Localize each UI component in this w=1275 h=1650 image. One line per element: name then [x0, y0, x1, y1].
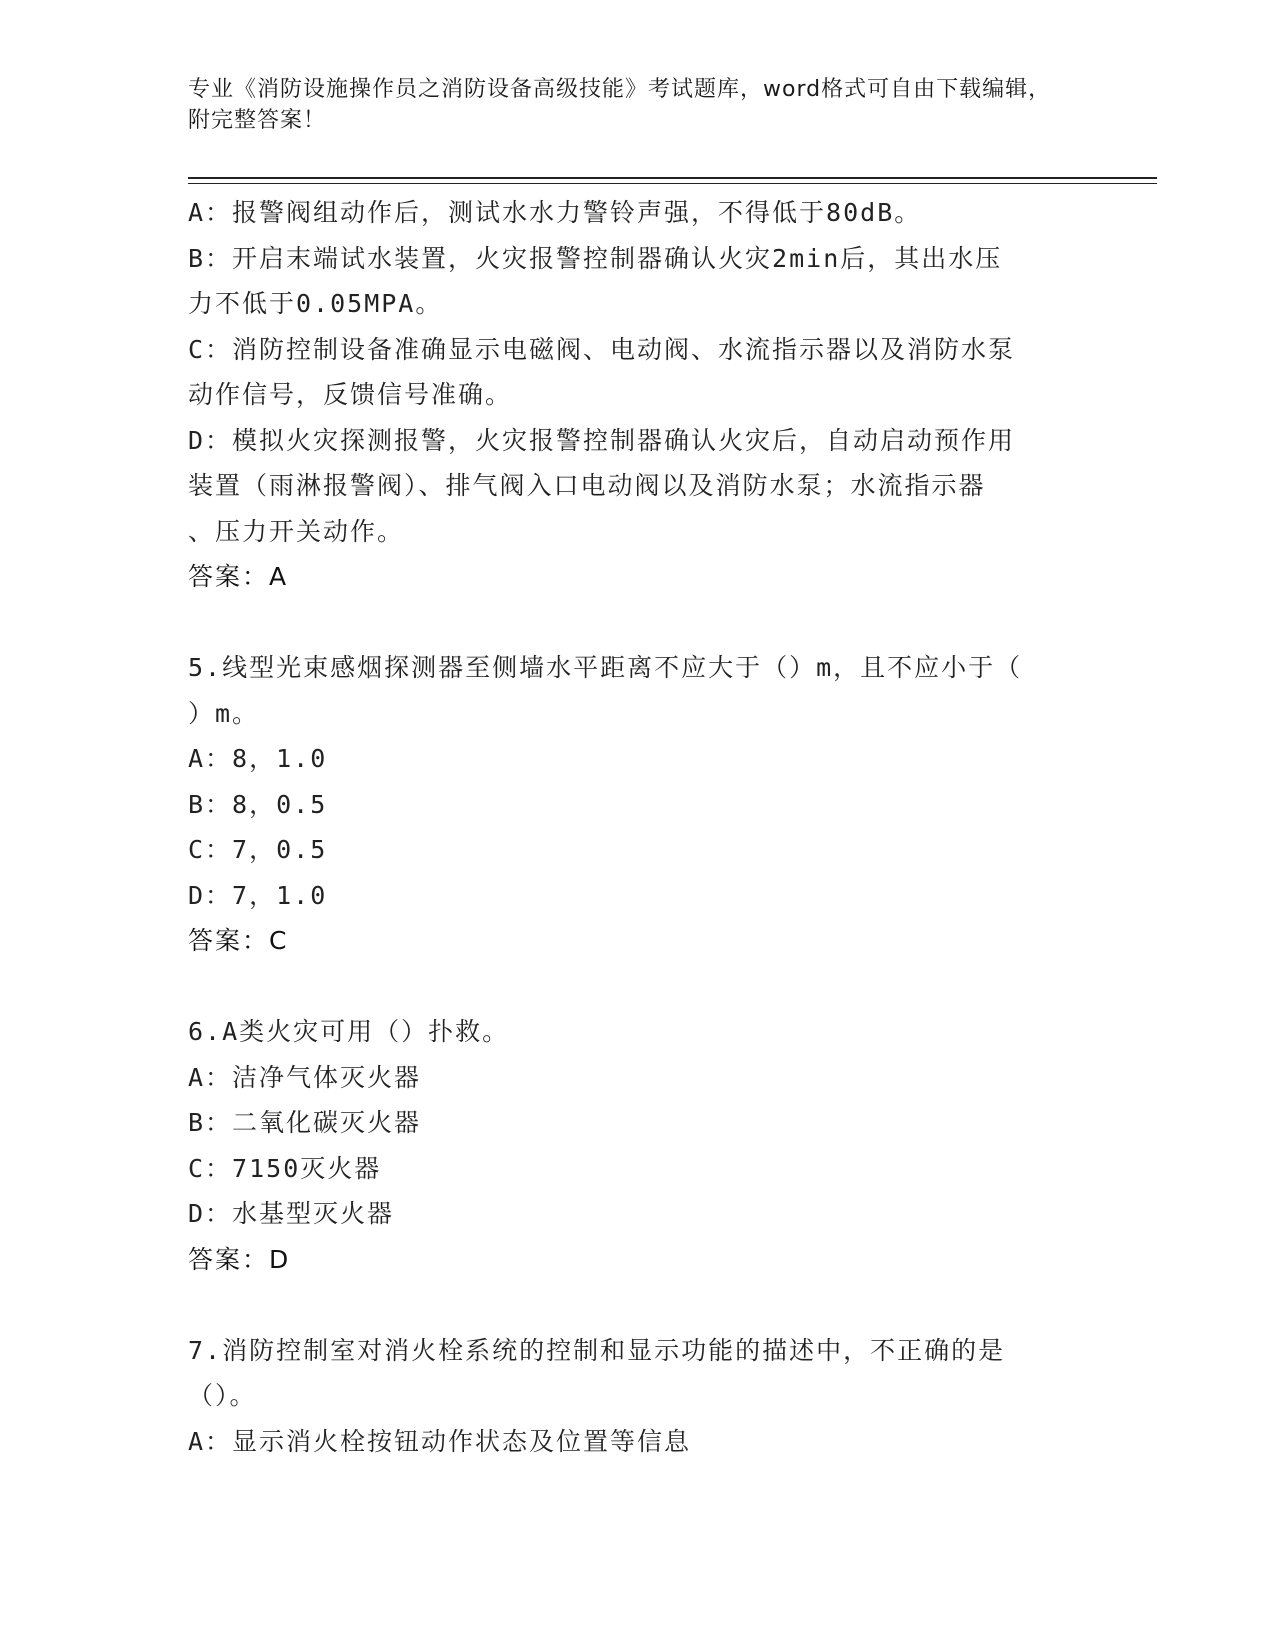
q4-option-b-line-2: 力不低于0.05MPA。	[188, 289, 443, 318]
q6-option-c: C：7150灭火器	[188, 1153, 382, 1183]
q4-option-c-line-1: C：消防控制设备准确显示电磁阀、电动阀、水流指示器以及消防水泵	[188, 334, 1016, 364]
question-5-block	[188, 645, 1078, 964]
spacer	[188, 1282, 1078, 1328]
q5-option-b: B：8，0.5	[188, 789, 328, 819]
q7-question-line-2: （）。	[188, 1381, 257, 1410]
q5-option-a: A：8，1.0	[188, 744, 328, 773]
q4-option-d-line-3: 、压力开关动作。	[188, 516, 405, 546]
q4-option-a: A：报警阀组动作后，测试水水力警铃声强，不得低于80dB。	[188, 198, 922, 227]
spacer	[188, 964, 1078, 1010]
question-6-block	[188, 1009, 1078, 1282]
q7-question-line-1: 7.消防控制室对消火栓系统的控制和显示功能的描述中，不正确的是	[188, 1335, 1006, 1365]
q6-option-a: A：洁净气体灭火器	[188, 1062, 422, 1092]
q7-option-a: A：显示消火栓按钮动作状态及位置等信息	[188, 1426, 692, 1456]
q4-answer: 答案：A	[188, 562, 289, 591]
q4-option-b-line-1: B：开启末端试水装置，火灾报警控制器确认火灾2min后，其出水压	[188, 243, 1003, 273]
spacer	[188, 600, 1078, 646]
question-7-block	[188, 1328, 1078, 1465]
q5-option-d: D：7，1.0	[188, 880, 328, 910]
q4-option-c-line-2: 动作信号，反馈信号准确。	[188, 380, 513, 409]
q5-answer: 答案：C	[188, 926, 289, 955]
q4-option-d-line-1: D：模拟火灾探测报警，火灾报警控制器确认火灾后，自动启动预作用	[188, 425, 1016, 455]
header-divider-thin	[188, 183, 1157, 184]
header-divider-thick	[188, 177, 1157, 179]
q6-answer: 答案：D	[188, 1244, 291, 1274]
question-4-block	[188, 190, 1078, 600]
question-content	[188, 190, 1078, 1464]
q5-option-c: C：7，0.5	[188, 835, 328, 864]
document-header: 专业《消防设施操作员之消防设备高级技能》考试题库，word格式可自由下载编辑，附完整答案！	[188, 77, 1052, 133]
q6-option-d: D：水基型灭火器	[188, 1199, 395, 1228]
q4-option-d-line-2: 装置（雨淋报警阀）、排气阀入口电动阀以及消防水泵；水流指示器	[188, 471, 986, 500]
q6-option-b: B：二氧化碳灭火器	[188, 1108, 422, 1137]
q5-question-line-2: ）m。	[188, 698, 260, 728]
q6-question: 6.A类火灾可用（）扑救。	[188, 1017, 510, 1046]
q5-question-line-1: 5.线型光束感烟探测器至侧墙水平距离不应大于（）m，且不应小于（	[188, 653, 1023, 682]
